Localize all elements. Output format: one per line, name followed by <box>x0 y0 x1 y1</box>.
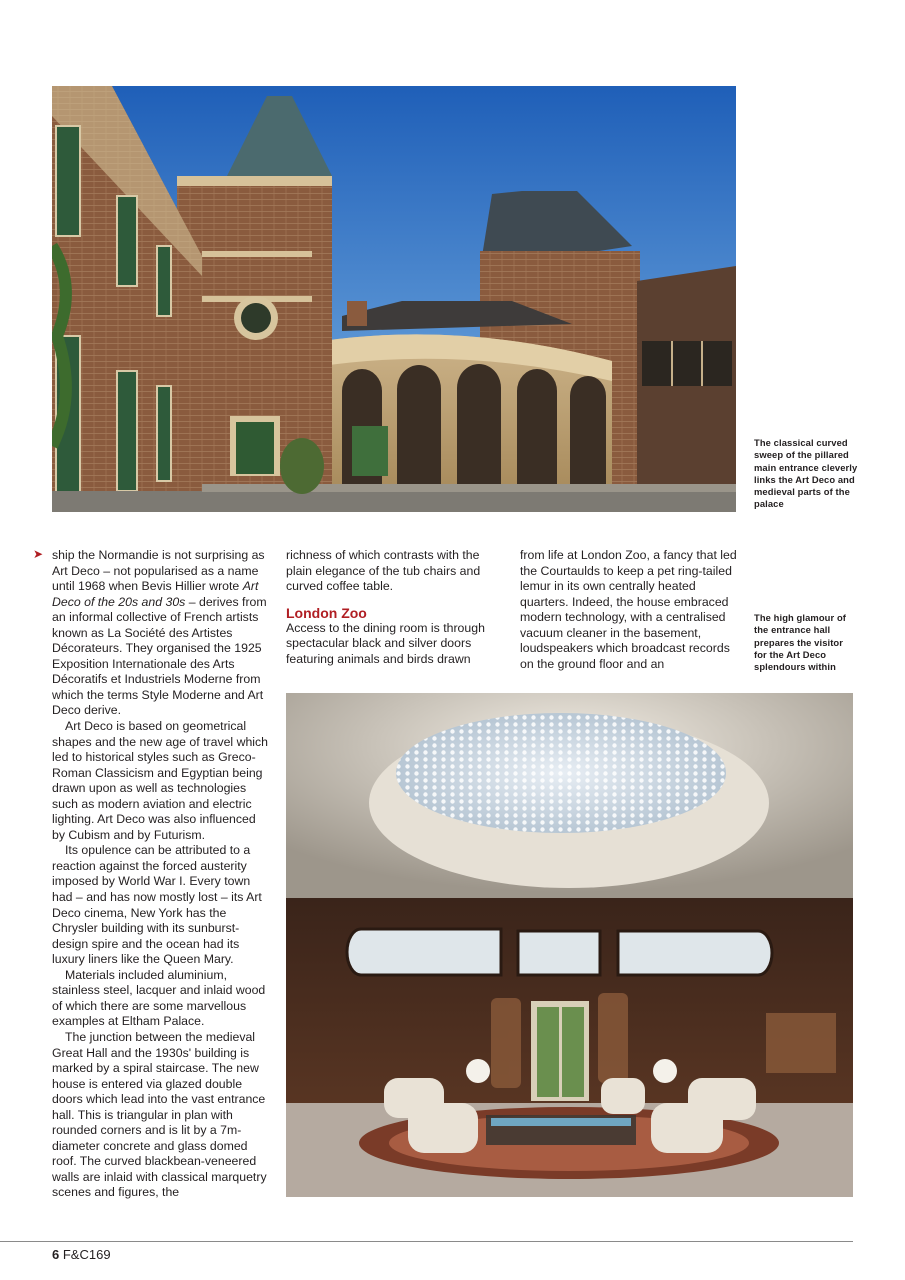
text-column-1 <box>52 548 272 1201</box>
continue-arrow: ➤ <box>33 547 44 561</box>
paragraph: Materials included aluminium, stainless steel, lacquer and inlaid wood of which there are some marvellous examples at Eltham Palace. <box>52 967 266 1029</box>
paragraph: ship the Normandie is not surprising as Art Deco – not popularised as a name until 1968 when Bevis Hillier wrote Art Deco of the 20s and 30s – derives from an informal collective of French artists known as La Société des Artistes Décorateurs. They organised the 1925 Exposition Internationale des Arts Décoratifs et Industriels Moderne from which the terms Style Moderne and Art Deco derive. <box>52 548 267 718</box>
paragraph: Access to the dining room is through spectacular black and silver doors featuring animals and birds drawn <box>286 620 485 666</box>
folio <box>52 1247 111 1262</box>
page-number: 6 <box>52 1247 60 1262</box>
footer-rule <box>0 1241 853 1242</box>
paragraph: from life at London Zoo, a fancy that led the Courtaulds to keep a pet ring-tailed lemur in its own centrally heated quarters. Indeed, the house embraced modern technology, with a centralised vacuum cleaner in the basement, loudspeakers which broadcast records on the ground floor and an <box>520 548 737 671</box>
entrance-hall-photo <box>286 693 853 1197</box>
paragraph: Its opulence can be attributed to a reaction against the forced austerity imposed by World War I. Every town had – and has now mostly lost – its Art Deco cinema, New York has the Chrysler building with its sunburst-design spire and the ocean had its luxury liners like the Queen Mary. <box>52 843 262 967</box>
paragraph: The junction between the medieval Great Hall and the 1930s' building is marked by a spiral staircase. The new house is entered via glazed double doors which lead into the vast entrance hall. This is triangular in plan with rounded corners and is lit by a 7m-diameter concrete and glass domed roof. The curved blackbean-veneered walls are inlaid with classical marquetry scenes and figures, the <box>52 1029 267 1200</box>
palace-photo <box>52 86 736 512</box>
text-column-2 <box>286 548 504 667</box>
section-heading: London Zoo <box>286 604 367 621</box>
book-title: Art Deco of the 20s and 30s <box>52 579 259 609</box>
issue-label: F&C169 <box>62 1247 111 1262</box>
paragraph: richness of which contrasts with the plain elegance of the tub chairs and curved coffee table. <box>286 548 481 594</box>
text-column-3 <box>520 548 740 672</box>
paragraph: Art Deco is based on geometrical shapes and the new age of travel which led to historical styles such as Greco-Roman Classicism and Egyptian being drawn upon as well as technologies such as modern aviation and electric lighting. Art Deco was also influenced by Cubism and by Futurism. <box>52 719 269 842</box>
palace-caption: The classical curved sweep of the pillared main entrance cleverly links the Art Deco and medieval parts of the palace <box>754 437 858 510</box>
hall-caption: The high glamour of the entrance hall prepares the visitor for the Art Deco splendours within <box>754 612 846 673</box>
